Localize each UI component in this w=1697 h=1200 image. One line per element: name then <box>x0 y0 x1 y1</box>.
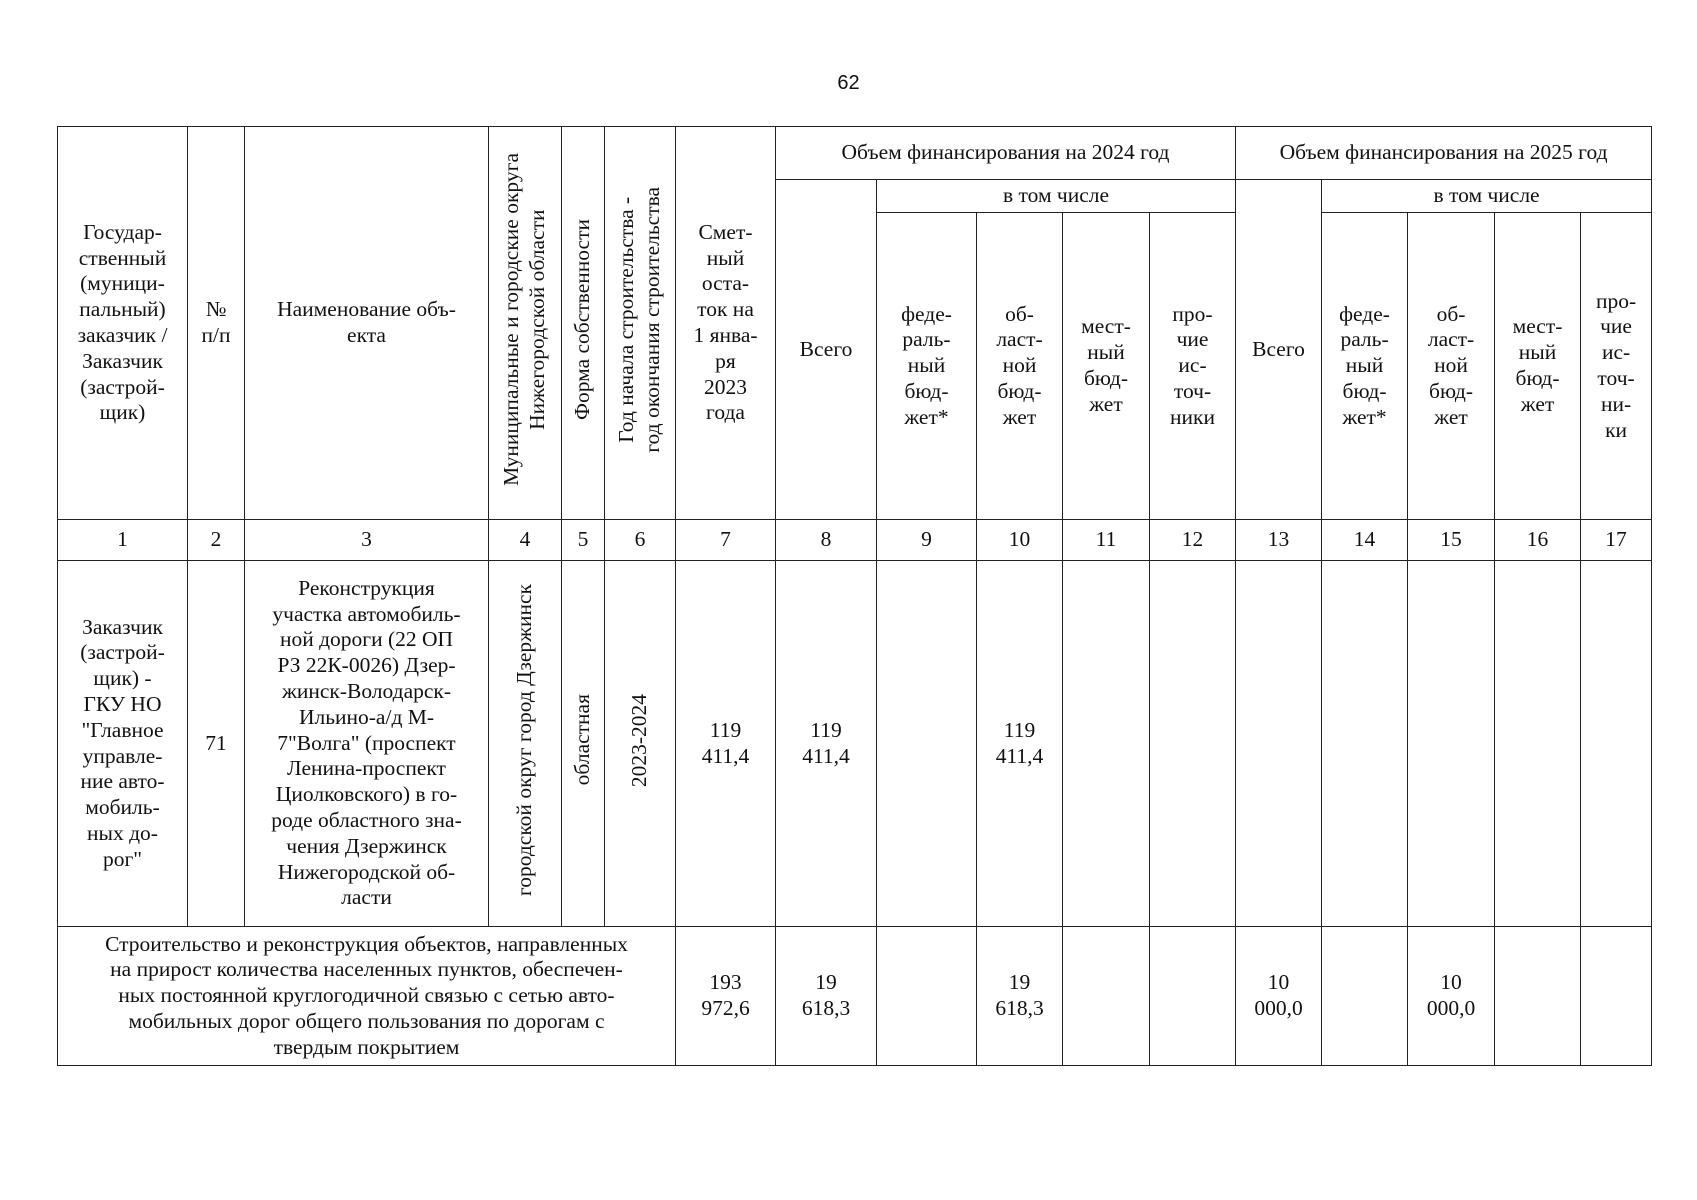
header-object-name: Наименование объ- екта <box>245 127 489 520</box>
total-regional-2025: 10 000,0 <box>1408 927 1495 1066</box>
column-number: 2 <box>188 520 245 561</box>
row-years <box>605 561 676 927</box>
row-years-text: 2023-2024 <box>627 693 652 787</box>
total-regional-2024: 19 618,3 <box>977 927 1063 1066</box>
row-object-name: Реконструкция участка автомобиль- ной дороги (22 ОП РЗ 22К-0026) Дзер- жинск-Володарск- Ильино-а/д М- 7"Волга" (проспект Ленина-проспект Циолковского) в го- роде областного зна- чения Дзержинск Нижегородской об- ласти <box>245 561 489 927</box>
total-estimate: 193 972,6 <box>676 927 776 1066</box>
row-total-2024: 119 411,4 <box>776 561 877 927</box>
row-ownership <box>562 561 605 927</box>
row-federal-2025 <box>1322 561 1408 927</box>
header-federal-2025: феде- раль- ный бюд- жет* <box>1322 213 1408 520</box>
header-local-2025: мест- ный бюд- жет <box>1495 213 1581 520</box>
column-number: 15 <box>1408 520 1495 561</box>
total-local-2024 <box>1063 927 1150 1066</box>
total-federal-2024 <box>877 927 977 1066</box>
row-customer: Заказчик (застрой- щик) - ГКУ НО "Главное управле- ние авто- мобиль- ных до- рог" <box>58 561 188 927</box>
column-number: 7 <box>676 520 776 561</box>
header-ownership-text: Форма собственности <box>570 219 595 421</box>
header-years-text: Год начала строительства - год окончания строительства <box>614 186 664 453</box>
column-number: 3 <box>245 520 489 561</box>
total-federal-2025 <box>1322 927 1408 1066</box>
page-number: 62 <box>837 72 860 94</box>
header-num: № п/п <box>188 127 245 520</box>
header-regional-2025: об- ласт- ной бюд- жет <box>1408 213 1495 520</box>
column-number: 10 <box>977 520 1063 561</box>
header-regional-2024: об- ласт- ной бюд- жет <box>977 213 1063 520</box>
total-local-2025 <box>1495 927 1581 1066</box>
total-total-2025: 10 000,0 <box>1236 927 1322 1066</box>
header-local-2024: мест- ный бюд- жет <box>1063 213 1150 520</box>
header-district-text: Муниципальные и городские округа Нижегородской области <box>499 153 549 487</box>
column-number: 9 <box>877 520 977 561</box>
header-other-2025: про- чие ис- точ- ни- ки <box>1581 213 1652 520</box>
total-other-2025 <box>1581 927 1652 1066</box>
row-federal-2024 <box>877 561 977 927</box>
header-incl-2024: в том числе <box>877 180 1236 213</box>
row-regional-2024: 119 411,4 <box>977 561 1063 927</box>
column-number: 12 <box>1150 520 1236 561</box>
column-number: 13 <box>1236 520 1322 561</box>
table-row <box>58 561 1652 927</box>
row-estimate: 119 411,4 <box>676 561 776 927</box>
header-years <box>605 127 676 520</box>
column-number: 16 <box>1495 520 1581 561</box>
column-number: 1 <box>58 520 188 561</box>
row-num: 71 <box>188 561 245 927</box>
row-local-2024 <box>1063 561 1150 927</box>
column-numbers-row <box>58 520 1652 561</box>
row-total-2025 <box>1236 561 1322 927</box>
total-total-2024: 19 618,3 <box>776 927 877 1066</box>
header-incl-2025: в том числе <box>1322 180 1652 213</box>
header-total-2024: Всего <box>776 180 877 520</box>
row-regional-2025 <box>1408 561 1495 927</box>
column-number: 4 <box>489 520 562 561</box>
header-other-2024: про- чие ис- точ- ники <box>1150 213 1236 520</box>
row-ownership-text: областная <box>570 694 595 786</box>
header-federal-2024: феде- раль- ный бюд- жет* <box>877 213 977 520</box>
header-customer: Государ- ственный (муници- пальный) заказчик / Заказчик (застрой- щик) <box>58 127 188 520</box>
header-group-2025: Объем финансирования на 2025 год <box>1236 127 1652 180</box>
financing-table <box>57 126 1652 1066</box>
column-number: 14 <box>1322 520 1408 561</box>
row-other-2024 <box>1150 561 1236 927</box>
total-other-2024 <box>1150 927 1236 1066</box>
header-row-groups <box>58 127 1652 180</box>
row-district-text: городской округ город Дзержинск <box>512 584 537 897</box>
column-number: 5 <box>562 520 605 561</box>
column-number: 8 <box>776 520 877 561</box>
header-total-2025: Всего <box>1236 180 1322 520</box>
row-other-2025 <box>1581 561 1652 927</box>
header-group-2024: Объем финансирования на 2024 год <box>776 127 1236 180</box>
column-number: 17 <box>1581 520 1652 561</box>
header-estimate: Смет- ный оста- ток на 1 янва- ря 2023 года <box>676 127 776 520</box>
total-row <box>58 927 1652 1066</box>
total-label: Строительство и реконструкция объектов, направленных на прирост количества населенных пунктов, обеспечен- ных постоянной круглогодичной связью с сетью авто- мобильных дорог общего пользования по дорогам с твердым покрытием <box>58 927 676 1066</box>
row-local-2025 <box>1495 561 1581 927</box>
row-district <box>489 561 562 927</box>
column-number: 11 <box>1063 520 1150 561</box>
column-number: 6 <box>605 520 676 561</box>
header-ownership <box>562 127 605 520</box>
header-district <box>489 127 562 520</box>
